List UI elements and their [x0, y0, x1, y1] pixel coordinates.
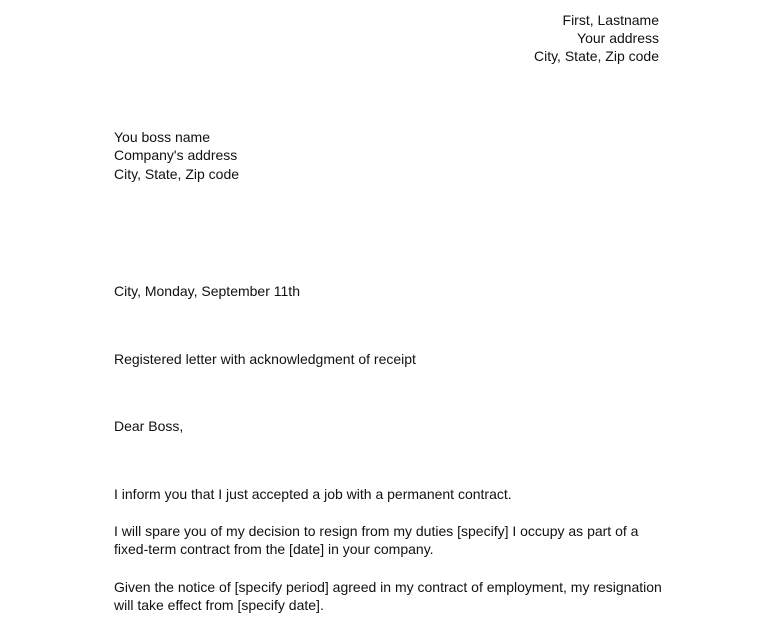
- body-paragraph-1: I inform you that I just accepted a job with a permanent contract.: [114, 486, 512, 502]
- date-line: City, Monday, September 11th: [114, 283, 300, 299]
- sender-address: Your address: [577, 30, 659, 46]
- delivery-note: Registered letter with acknowledgment of receipt: [114, 351, 416, 367]
- recipient-city: City, State, Zip code: [114, 166, 240, 182]
- sender-city: City, State, Zip code: [533, 48, 659, 64]
- body-paragraph-3-line-1: Given the notice of [specify period] agreed in my contract of employment, my resignation: [114, 579, 662, 595]
- body-paragraph-2-line-1: I will spare you of my decision to resign from my duties [specify] I occupy as part of a: [114, 523, 639, 539]
- recipient-address: Company's address: [114, 147, 238, 163]
- recipient-name: You boss name: [114, 129, 210, 145]
- sender-name: First, Lastname: [562, 12, 659, 28]
- body-paragraph-3-line-2: will take effect from [specify date].: [114, 597, 324, 613]
- salutation: Dear Boss,: [114, 418, 184, 434]
- body-paragraph-2-line-2: fixed-term contract from the [date] in your company.: [114, 541, 434, 557]
